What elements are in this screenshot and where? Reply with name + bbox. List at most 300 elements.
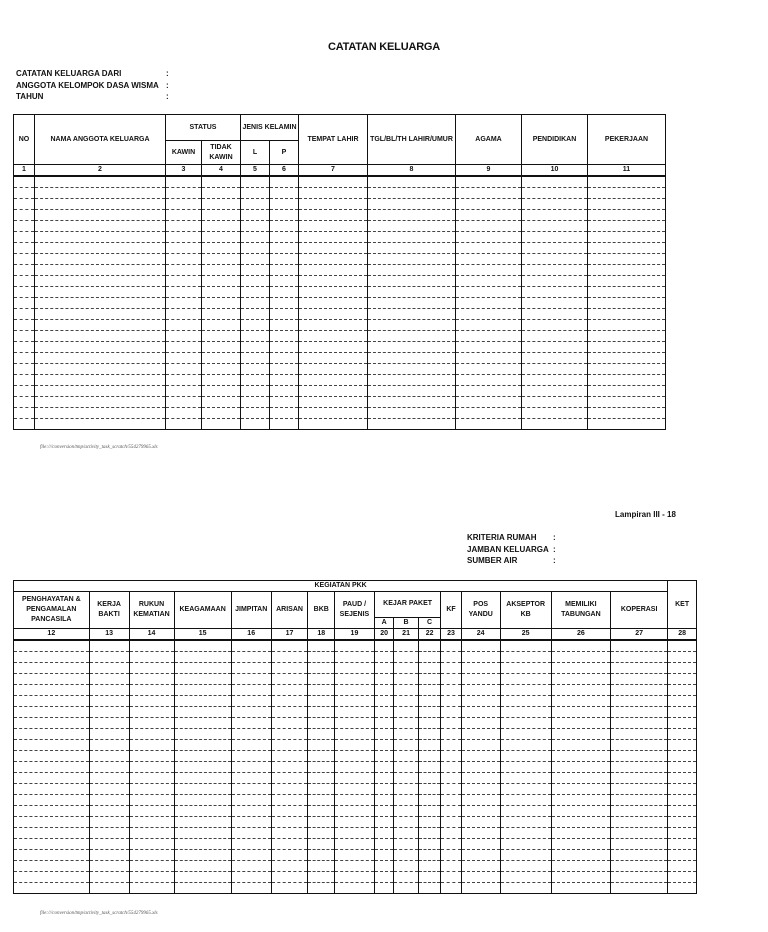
blank-cell [441, 674, 461, 685]
blank-cell [588, 298, 666, 309]
blank-cell [441, 795, 461, 806]
blank-cell [668, 784, 697, 795]
blank-cell [14, 176, 35, 188]
blank-cell [14, 320, 35, 331]
blank-entry-row [14, 309, 666, 320]
blank-cell [14, 663, 90, 674]
blank-cell [456, 188, 522, 199]
blank-cell [271, 828, 308, 839]
blank-cell [418, 740, 440, 751]
blank-cell [394, 685, 419, 696]
blank-cell [14, 784, 90, 795]
blank-cell [441, 784, 461, 795]
blank-cell [35, 232, 166, 243]
blank-cell [374, 640, 393, 652]
header-memiliki-tabungan: MEMILIKI TABUNGAN [551, 592, 610, 629]
blank-cell [335, 696, 375, 707]
header-tidak-kawin: TIDAK KAWIN [202, 141, 241, 165]
blank-cell [14, 353, 35, 364]
blank-cell [231, 784, 271, 795]
blank-cell [241, 243, 270, 254]
blank-cell [14, 850, 90, 861]
blank-cell [35, 331, 166, 342]
blank-cell [668, 883, 697, 894]
column-number: 24 [461, 629, 500, 641]
meta-separator: : [553, 533, 556, 542]
blank-cell [551, 762, 610, 773]
family-info-block [16, 68, 169, 103]
blank-cell [668, 685, 697, 696]
blank-cell [271, 718, 308, 729]
blank-cell [611, 784, 668, 795]
blank-cell [270, 408, 299, 419]
blank-cell [174, 751, 231, 762]
blank-entry-row [14, 342, 666, 353]
blank-cell [241, 331, 270, 342]
blank-cell [418, 773, 440, 784]
header-keagamaan: KEAGAMAAN [174, 592, 231, 629]
column-number: 8 [368, 165, 456, 177]
blank-cell [308, 817, 335, 828]
blank-cell [522, 386, 588, 397]
blank-cell [500, 784, 551, 795]
blank-cell [522, 331, 588, 342]
blank-cell [166, 298, 202, 309]
blank-cell [418, 696, 440, 707]
blank-cell [522, 419, 588, 430]
blank-cell [202, 221, 241, 232]
blank-cell [611, 850, 668, 861]
blank-cell [374, 817, 393, 828]
blank-cell [299, 331, 368, 342]
blank-cell [456, 243, 522, 254]
blank-cell [231, 872, 271, 883]
blank-cell [418, 795, 440, 806]
blank-cell [588, 331, 666, 342]
blank-cell [35, 386, 166, 397]
meta-row-tahun [16, 91, 169, 103]
blank-cell [241, 176, 270, 188]
blank-cell [522, 210, 588, 221]
blank-cell [456, 331, 522, 342]
column-number: 4 [202, 165, 241, 177]
blank-cell [551, 729, 610, 740]
blank-cell [271, 795, 308, 806]
blank-cell [441, 729, 461, 740]
blank-cell [394, 795, 419, 806]
blank-cell [299, 176, 368, 188]
blank-cell [308, 685, 335, 696]
blank-entry-row [14, 751, 697, 762]
blank-cell [35, 342, 166, 353]
blank-cell [271, 861, 308, 872]
blank-cell [611, 729, 668, 740]
blank-cell [231, 663, 271, 674]
blank-cell [551, 872, 610, 883]
blank-cell [374, 685, 393, 696]
blank-cell [129, 696, 174, 707]
blank-cell [14, 696, 90, 707]
blank-cell [129, 795, 174, 806]
blank-entry-row [14, 331, 666, 342]
blank-cell [166, 265, 202, 276]
blank-cell [522, 353, 588, 364]
blank-cell [368, 221, 456, 232]
blank-cell [611, 707, 668, 718]
blank-cell [668, 751, 697, 762]
blank-cell [418, 685, 440, 696]
blank-cell [241, 342, 270, 353]
blank-cell [522, 287, 588, 298]
blank-cell [166, 210, 202, 221]
blank-cell [668, 850, 697, 861]
blank-cell [174, 828, 231, 839]
blank-entry-row [14, 232, 666, 243]
blank-cell [588, 188, 666, 199]
blank-cell [461, 773, 500, 784]
blank-cell [500, 839, 551, 850]
blank-cell [308, 850, 335, 861]
blank-entry-row [14, 408, 666, 419]
blank-cell [551, 861, 610, 872]
blank-cell [14, 795, 90, 806]
blank-cell [271, 674, 308, 685]
blank-cell [668, 861, 697, 872]
blank-cell [335, 652, 375, 663]
blank-cell [202, 176, 241, 188]
blank-cell [166, 386, 202, 397]
blank-cell [299, 375, 368, 386]
blank-cell [394, 784, 419, 795]
meta-row-dasawisma [16, 80, 169, 92]
blank-cell [129, 652, 174, 663]
blank-cell [611, 740, 668, 751]
blank-cell [374, 861, 393, 872]
blank-cell [308, 806, 335, 817]
header-pekerjaan: PEKERJAAN [588, 115, 666, 165]
blank-cell [374, 839, 393, 850]
blank-cell [374, 751, 393, 762]
blank-cell [14, 773, 90, 784]
blank-entry-row [14, 652, 697, 663]
blank-cell [174, 861, 231, 872]
blank-cell [588, 419, 666, 430]
blank-cell [522, 342, 588, 353]
blank-cell [14, 872, 90, 883]
blank-cell [14, 265, 35, 276]
meta-row-kriteria [467, 532, 556, 544]
blank-cell [611, 696, 668, 707]
blank-entry-row [14, 663, 697, 674]
blank-cell [668, 718, 697, 729]
blank-cell [271, 685, 308, 696]
blank-cell [202, 342, 241, 353]
blank-entry-row [14, 795, 697, 806]
blank-cell [231, 762, 271, 773]
blank-cell [129, 861, 174, 872]
blank-cell [418, 751, 440, 762]
blank-cell [271, 850, 308, 861]
blank-cell [270, 397, 299, 408]
blank-cell [611, 828, 668, 839]
blank-cell [441, 872, 461, 883]
blank-cell [202, 210, 241, 221]
blank-cell [588, 265, 666, 276]
blank-cell [14, 276, 35, 287]
blank-cell [202, 232, 241, 243]
blank-cell [166, 353, 202, 364]
blank-cell [461, 839, 500, 850]
blank-entry-row [14, 353, 666, 364]
blank-cell [456, 254, 522, 265]
blank-cell [461, 663, 500, 674]
blank-entry-row [14, 254, 666, 265]
blank-cell [89, 828, 129, 839]
blank-cell [14, 883, 90, 894]
blank-cell [241, 232, 270, 243]
header-tgl-lahir: TGL/BL/TH LAHIR/UMUR [368, 115, 456, 165]
blank-cell [668, 872, 697, 883]
blank-cell [374, 762, 393, 773]
blank-cell [89, 839, 129, 850]
column-number: 12 [14, 629, 90, 641]
blank-cell [335, 762, 375, 773]
blank-cell [418, 872, 440, 883]
blank-cell [89, 640, 129, 652]
column-number: 14 [129, 629, 174, 641]
blank-cell [611, 718, 668, 729]
blank-cell [14, 199, 35, 210]
blank-cell [299, 353, 368, 364]
blank-cell [129, 740, 174, 751]
blank-cell [461, 652, 500, 663]
blank-cell [241, 309, 270, 320]
blank-cell [500, 828, 551, 839]
blank-cell [202, 353, 241, 364]
blank-cell [551, 806, 610, 817]
blank-cell [668, 674, 697, 685]
blank-cell [129, 773, 174, 784]
blank-cell [456, 232, 522, 243]
blank-cell [522, 199, 588, 210]
blank-cell [588, 176, 666, 188]
blank-cell [368, 353, 456, 364]
blank-cell [270, 221, 299, 232]
blank-cell [166, 331, 202, 342]
blank-cell [129, 828, 174, 839]
blank-cell [174, 839, 231, 850]
blank-cell [500, 652, 551, 663]
blank-cell [231, 696, 271, 707]
blank-cell [299, 309, 368, 320]
blank-cell [241, 353, 270, 364]
blank-cell [456, 265, 522, 276]
blank-cell [374, 740, 393, 751]
header-koperasi: KOPERASI [611, 592, 668, 629]
blank-cell [270, 309, 299, 320]
blank-cell [166, 287, 202, 298]
header-jenis-kelamin: JENIS KELAMIN [241, 115, 299, 141]
blank-cell [368, 287, 456, 298]
meta-label: SUMBER AIR [467, 556, 518, 565]
blank-cell [202, 287, 241, 298]
blank-cell [166, 408, 202, 419]
blank-entry-row [14, 817, 697, 828]
meta-separator: : [553, 556, 556, 565]
blank-cell [14, 298, 35, 309]
blank-cell [174, 850, 231, 861]
blank-entry-row [14, 773, 697, 784]
blank-cell [461, 751, 500, 762]
blank-cell [166, 419, 202, 430]
blank-cell [270, 364, 299, 375]
blank-cell [441, 707, 461, 718]
blank-cell [299, 419, 368, 430]
blank-entry-row [14, 199, 666, 210]
blank-cell [522, 408, 588, 419]
blank-cell [174, 784, 231, 795]
blank-cell [335, 674, 375, 685]
meta-label: ANGGOTA KELOMPOK DASA WISMA [16, 80, 159, 90]
header-rukun-kematian: RUKUN KEMATIAN [129, 592, 174, 629]
blank-cell [35, 221, 166, 232]
blank-cell [89, 861, 129, 872]
blank-cell [231, 795, 271, 806]
blank-cell [551, 663, 610, 674]
blank-cell [271, 640, 308, 652]
blank-cell [335, 828, 375, 839]
blank-cell [174, 773, 231, 784]
blank-cell [89, 707, 129, 718]
blank-cell [461, 850, 500, 861]
column-number: 9 [456, 165, 522, 177]
blank-cell [231, 707, 271, 718]
blank-cell [270, 342, 299, 353]
blank-cell [456, 386, 522, 397]
family-members-table [13, 114, 666, 430]
blank-cell [335, 640, 375, 652]
blank-cell [551, 883, 610, 894]
blank-cell [299, 188, 368, 199]
blank-cell [129, 850, 174, 861]
blank-cell [174, 883, 231, 894]
blank-cell [551, 718, 610, 729]
blank-entry-row [14, 762, 697, 773]
blank-cell [551, 640, 610, 652]
blank-cell [89, 718, 129, 729]
blank-cell [374, 707, 393, 718]
meta-label: TAHUN [16, 92, 44, 101]
header-jimpitan: JIMPITAN [231, 592, 271, 629]
blank-cell [271, 729, 308, 740]
blank-cell [522, 265, 588, 276]
blank-cell [129, 817, 174, 828]
blank-cell [335, 718, 375, 729]
blank-cell [374, 795, 393, 806]
blank-cell [299, 320, 368, 331]
blank-cell [14, 386, 35, 397]
blank-cell [500, 707, 551, 718]
blank-cell [500, 817, 551, 828]
blank-cell [14, 674, 90, 685]
blank-cell [299, 364, 368, 375]
blank-cell [374, 696, 393, 707]
blank-cell [456, 298, 522, 309]
blank-cell [271, 762, 308, 773]
blank-cell [129, 839, 174, 850]
blank-cell [270, 287, 299, 298]
blank-entry-row [14, 707, 697, 718]
header-paket-b: B [394, 617, 419, 628]
blank-cell [456, 287, 522, 298]
blank-cell [461, 729, 500, 740]
blank-cell [35, 419, 166, 430]
blank-cell [335, 729, 375, 740]
blank-entry-row [14, 640, 697, 652]
blank-entry-row [14, 265, 666, 276]
blank-cell [231, 729, 271, 740]
blank-cell [522, 298, 588, 309]
blank-cell [89, 784, 129, 795]
column-number: 6 [270, 165, 299, 177]
blank-cell [89, 872, 129, 883]
blank-cell [418, 663, 440, 674]
blank-cell [611, 685, 668, 696]
blank-cell [35, 298, 166, 309]
column-number: 16 [231, 629, 271, 641]
column-number: 10 [522, 165, 588, 177]
header-agama: AGAMA [456, 115, 522, 165]
blank-cell [335, 685, 375, 696]
blank-cell [522, 309, 588, 320]
blank-cell [14, 397, 35, 408]
blank-cell [551, 707, 610, 718]
blank-cell [166, 188, 202, 199]
blank-cell [202, 386, 241, 397]
blank-cell [202, 309, 241, 320]
blank-cell [668, 729, 697, 740]
blank-entry-row [14, 320, 666, 331]
blank-cell [202, 265, 241, 276]
blank-cell [174, 685, 231, 696]
header-l: L [241, 141, 270, 165]
blank-cell [129, 872, 174, 883]
blank-cell [394, 817, 419, 828]
blank-cell [35, 176, 166, 188]
blank-entry-row [14, 883, 697, 894]
blank-cell [500, 729, 551, 740]
blank-cell [174, 718, 231, 729]
blank-entry-row [14, 828, 697, 839]
blank-cell [668, 806, 697, 817]
blank-cell [129, 762, 174, 773]
column-number: 2 [35, 165, 166, 177]
header-status: STATUS [166, 115, 241, 141]
blank-cell [500, 696, 551, 707]
blank-cell [588, 386, 666, 397]
blank-cell [241, 188, 270, 199]
blank-cell [202, 243, 241, 254]
blank-cell [522, 188, 588, 199]
blank-cell [551, 828, 610, 839]
blank-cell [308, 861, 335, 872]
blank-cell [611, 773, 668, 784]
blank-cell [14, 375, 35, 386]
page-title: CATATAN KELUARGA [327, 41, 441, 53]
blank-cell [202, 408, 241, 419]
blank-cell [335, 773, 375, 784]
blank-cell [368, 232, 456, 243]
